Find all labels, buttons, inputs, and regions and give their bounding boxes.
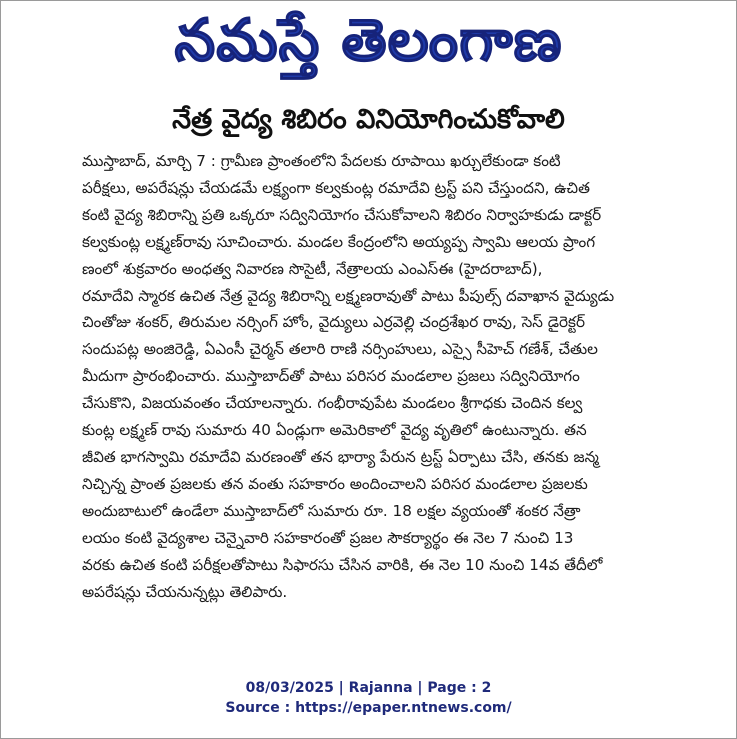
article-line: కంటి వైద్య శిబిరాన్ని ప్రతి ఒక్కరూ సద్వినియోగం చేసుకోవాలని శిబిరం నిర్వాహకుడు డాక్టర్ [82, 205, 602, 224]
article-line: ణంలో శుక్రవారం అంధత్వ నివారణ సొసైటీ, నేత్రాలయ ఎంఎస్‌ఈ (హైదరాబాద్), [82, 259, 543, 278]
edition-info: 08/03/2025 | Rajanna | Page : 2 [245, 680, 492, 696]
article-line: అపరేషన్లు చేయనున్నట్లు తెలిపారు. [82, 582, 288, 601]
article-line: మీదుగా ప్రారంభించారు. ముస్తాబాద్‌తో పాటు పరిసర మండలాల ప్రజలు సద్వినియోగం [82, 367, 580, 386]
article-line: వరకు ఉచిత కంటి పరీక్షలతోపాటు సిఫారసు చేసిన వారికి, ఈ నెల 10 నుంచి 14వ తేదీలో [82, 555, 603, 574]
source-link: Source : https://epaper.ntnews.com/ [225, 700, 512, 716]
clipping-footer [0, 678, 737, 718]
article-line: లయం కంటి వైద్యశాల చెన్నైవారి సహకారంతో ప్రజల సౌకర్యార్థం ఈ నెల 7 నుంచి 13 [82, 528, 574, 547]
article-line: చేసుకొని, విజయవంతం చేయాలన్నారు. గంభీరావుపేట మండలం శ్రీగాధకు చెందిన కల్వ [82, 394, 583, 413]
article-line: పరీక్షలు, అపరేషన్లు చేయడమే లక్ష్యంగా కల్వకుంట్ల రమాదేవి ట్రస్ట్ పని చేస్తుందని, ఉచిత [82, 178, 590, 197]
newspaper-masthead: నమస్తే తెలంగాణ [174, 6, 563, 74]
article-headline: నేత్ర వైద్య శిబిరం వినియోగించుకోవాలి [172, 104, 565, 135]
article-line: చింతోజు శంకర్, తిరుమల నర్సింగ్ హోం, వైద్యులు ఎర్రవెల్లి చంద్రశేఖర రావు, సెస్ డైరెక్టర్ [82, 313, 585, 332]
article-line: నిచ్చిన్న ప్రాంత ప్రజలకు తన వంతు సహకారం అందించాలని పరిసర మండలాల ప్రజలకు [82, 474, 588, 493]
article-line: సందుపట్ల అంజిరెడ్డి, ఏఎంసీ చైర్మన్ తలారి రాణి నర్సింహులు, ఎస్సై సీహెచ్ గణేశ్, చేతుల [82, 340, 598, 359]
article-line: కుంట్ల లక్ష్మణ్ రావు సుమారు 40 ఏండ్లుగా అమెరికాలో వైద్య వృతిలో ఉంటున్నారు. తన [82, 421, 587, 440]
article-line: కల్వకుంట్ల లక్ష్మణ్‌రావు సూచించారు. మండల కేంద్రంలోని అయ్యప్ప స్వామి ఆలయ ప్రాంగ [82, 232, 596, 251]
article-line: రమాదేవి స్మారక ఉచిత నేత్ర వైద్య శిబిరాన్ని లక్ష్మణరావుతో పాటు పీపుల్స్ దవాఖాన వైద్యుడు [82, 286, 615, 305]
article-line: అందుబాటులో ఉండేలా ముస్తాబాద్‌లో సుమారు రూ. 18 లక్షల వ్యయంతో శంకర నేత్రా [82, 501, 581, 520]
article-body [82, 148, 694, 605]
article-line: జీవిత భాగస్వామి రమాదేవి మరణంతో తన భార్యా పేరున ట్రస్ట్ ఏర్పాటు చేసి, తనకు జన్మ [82, 447, 599, 466]
article-line: ముస్తాబాద్, మార్చి 7 : గ్రామీణ ప్రాంతంలోని పేదలకు రూపాయి ఖర్చులేకుండా కంటి [82, 152, 561, 170]
